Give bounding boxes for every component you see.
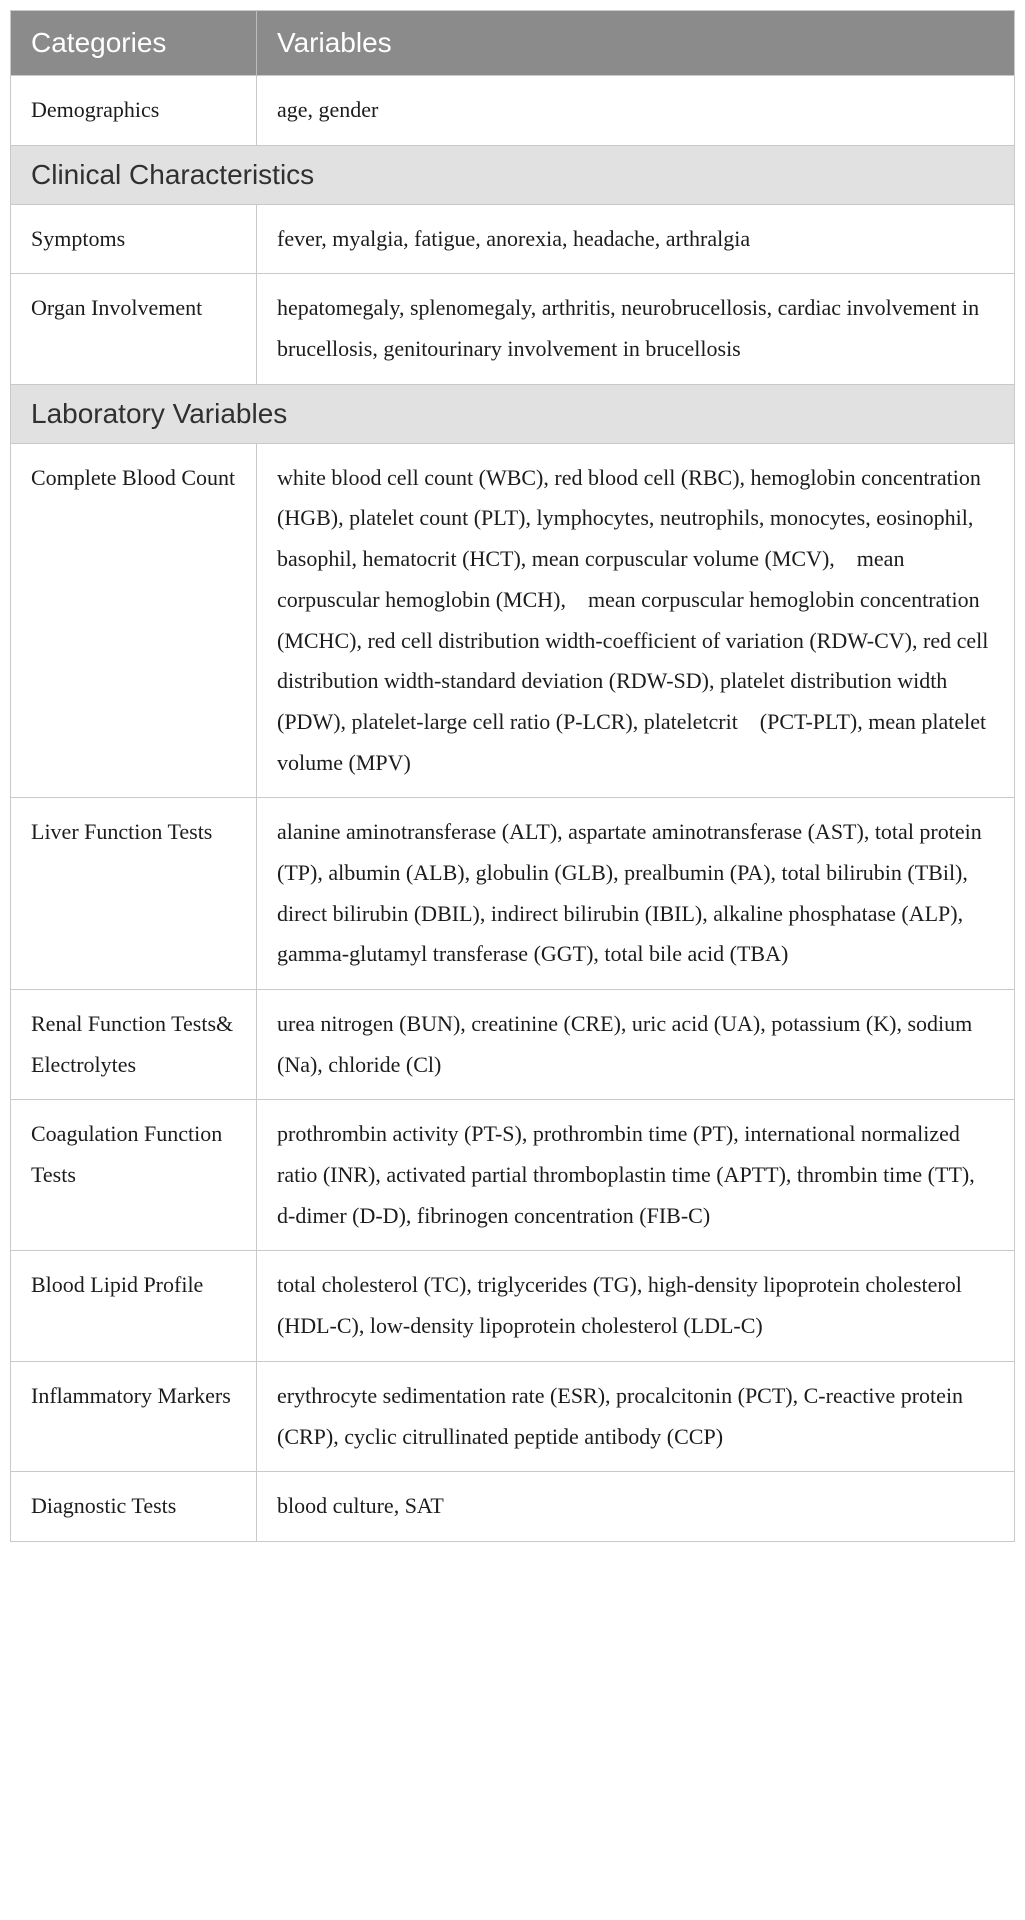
variables-cell: hepatomegaly, splenomegaly, arthritis, neurobrucellosis, cardiac involvement in brucellosis, genitourinary involvement in brucellosis <box>277 295 985 362</box>
header-variables: Variables <box>257 11 1015 76</box>
table-row <box>11 204 1015 274</box>
section-label: Clinical Characteristics <box>11 145 1015 204</box>
category-cell: Demographics <box>11 76 257 146</box>
table-row <box>11 76 1015 146</box>
header-categories: Categories <box>11 11 257 76</box>
table-row <box>11 990 1015 1100</box>
category-cell: Blood Lipid Profile <box>11 1251 257 1361</box>
header-row <box>11 11 1015 76</box>
table-row <box>11 274 1015 384</box>
section-row <box>11 384 1015 443</box>
category-cell: Diagnostic Tests <box>11 1472 257 1542</box>
variables-cell: urea nitrogen (BUN), creatinine (CRE), uric acid (UA), potassium (K), sodium (Na), chloride (Cl) <box>277 1011 978 1077</box>
category-cell: Liver Function Tests <box>11 798 257 990</box>
category-cell: Inflammatory Markers <box>11 1361 257 1471</box>
table-row <box>11 1100 1015 1251</box>
variables-cell: fever, myalgia, fatigue, anorexia, headache, arthralgia <box>277 225 751 251</box>
variables-cell: white blood cell count (WBC), red blood cell (RBC), hemoglobin concentration (HGB), platelet count (PLT), lymphocytes, neutrophils, monocytes, eosinophil, basophil, hematocrit (HCT), mean corpuscular volume (MCV), mean corpuscular hemoglobin (MCH), mean corpuscular hemoglobin concentration (MCHC), red cell distribution width-coefficient of variation (RDW-CV), red cell distribution width-standard deviation (RDW-SD), platelet distribution width (PDW), platelet-large cell ratio (P-LCR), plateletcrit (PCT-PLT), mean platelet volume (MPV) <box>277 464 994 775</box>
variables-cell: prothrombin activity (PT-S), prothrombin time (PT), international normalized ratio (INR), activated partial thromboplastin time (APTT), thrombin time (TT), d-dimer (D-D), fibrinogen concentration (FIB-C) <box>277 1121 981 1228</box>
table-row <box>11 443 1015 798</box>
category-cell: Complete Blood Count <box>11 443 257 798</box>
table-row <box>11 798 1015 990</box>
table-row <box>11 1472 1015 1542</box>
section-row <box>11 145 1015 204</box>
category-cell: Coagulation Function Tests <box>11 1100 257 1251</box>
variables-table <box>10 10 1015 1542</box>
table-body <box>11 76 1015 1542</box>
variables-cell: alanine aminotransferase (ALT), aspartate aminotransferase (AST), total protein (TP), albumin (ALB), globulin (GLB), prealbumin (PA), total bilirubin (TBil), direct bilirubin (DBIL), indirect bilirubin (IBIL), alkaline phosphatase (ALP), gamma-glutamyl transferase (GGT), total bile acid (TBA) <box>277 819 988 967</box>
category-cell: Renal Function Tests& Electrolytes <box>11 990 257 1100</box>
variables-cell: blood culture, SAT <box>277 1493 444 1519</box>
section-label: Laboratory Variables <box>11 384 1015 443</box>
variables-cell: age, gender <box>277 97 379 122</box>
category-cell: Symptoms <box>11 204 257 274</box>
table-row <box>11 1361 1015 1471</box>
variables-cell: erythrocyte sedimentation rate (ESR), procalcitonin (PCT), C-reactive protein (CRP), cyclic citrullinated peptide antibody (CCP) <box>277 1382 969 1449</box>
category-cell: Organ Involvement <box>11 274 257 384</box>
table-row <box>11 1251 1015 1361</box>
variables-cell: total cholesterol (TC), triglycerides (TG), high-density lipoprotein cholesterol (HDL-C), low-density lipoprotein cholesterol (LDL-C) <box>277 1272 968 1339</box>
